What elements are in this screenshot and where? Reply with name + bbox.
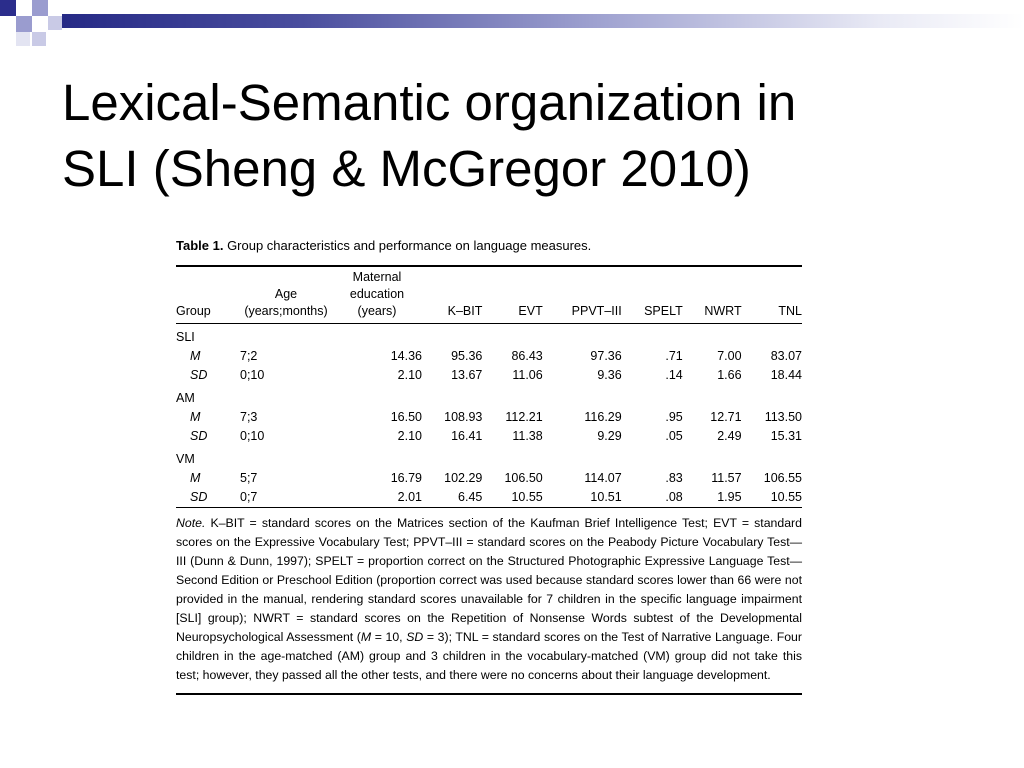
cell-age: 0;10	[240, 368, 265, 382]
cell-kbit: 95.36	[451, 349, 483, 363]
header-group: Group	[176, 304, 211, 318]
table-row	[176, 408, 802, 427]
cell-stat: M	[190, 410, 201, 424]
header-tnl: TNL	[778, 304, 802, 318]
cell-tnl: 15.31	[770, 429, 802, 443]
cell-spelt: .14	[665, 368, 683, 382]
cell-stat: M	[190, 471, 201, 485]
group-row	[176, 385, 802, 408]
cell-age: 0;10	[240, 429, 265, 443]
note-label: Note.	[176, 516, 206, 530]
cell-stat: SD	[190, 429, 208, 443]
results-table	[176, 267, 802, 507]
cell-evt: 86.43	[511, 349, 543, 363]
note-text-3: = 3); TNL = standard scores on the Test of Narrative Language. Four children in the age-matched (AM) group and 3 children in the vocabulary-matched (VM) group did not take this test; however, they passed all the other tests, and there were no concerns about their language development.	[176, 630, 802, 682]
table-note	[176, 514, 802, 685]
header-gradient-bar	[62, 14, 1024, 28]
group-row	[176, 446, 802, 469]
table-header	[176, 267, 802, 328]
table-row	[176, 469, 802, 488]
cell-evt: 10.55	[511, 490, 543, 504]
cell-nwrt: 1.95	[717, 490, 742, 504]
corner-square-dark	[0, 0, 16, 16]
table-bottom-rule	[176, 507, 802, 508]
cell-ppvt: 9.29	[597, 429, 622, 443]
corner-square-pale	[16, 32, 30, 46]
table-row	[176, 427, 802, 446]
cell-stat: SD	[190, 490, 208, 504]
cell-spelt: .05	[665, 429, 683, 443]
header-maternal-education	[332, 267, 422, 324]
cell-evt: 106.50	[504, 471, 543, 485]
table-end-rule	[176, 693, 802, 695]
cell-ppvt: 97.36	[590, 349, 622, 363]
cell-ppvt: 9.36	[597, 368, 622, 382]
header-kbit: K–BIT	[447, 304, 483, 318]
caption-text: Group characteristics and performance on language measures.	[223, 238, 592, 253]
cell-nwrt: 7.00	[717, 349, 742, 363]
header-age-line2: (years;months)	[244, 304, 328, 318]
cell-maternal-education: 2.10	[397, 368, 422, 382]
header-nwrt: NWRT	[704, 304, 742, 318]
table-row	[176, 488, 802, 507]
header-mat-line2: (years)	[357, 304, 397, 318]
cell-spelt: .95	[665, 410, 683, 424]
table-body	[176, 328, 802, 507]
group-name: SLI	[176, 330, 195, 344]
cell-kbit: 6.45	[458, 490, 483, 504]
table-figure	[176, 236, 802, 695]
cell-evt: 112.21	[505, 410, 543, 424]
header-age-line1: Age	[274, 287, 298, 301]
cell-evt: 11.06	[512, 368, 543, 382]
group-name: AM	[176, 391, 195, 405]
cell-kbit: 13.67	[451, 368, 483, 382]
header-spelt: SPELT	[644, 304, 683, 318]
note-text-1: K–BIT = standard scores on the Matrices section of the Kaufman Brief Intelligence Test; EVT = standard scores on the Expressive Vocabulary Test; PPVT–III = standard scores on the Peabody Picture Vocabulary Test—III (Dunn & Dunn, 1997); SPELT = proportion correct on the Structured Photographic Expressive Language Test—Second Edition or Preschool Edition (proportion correct was used because standard scores lower than 66 were not provided in the manual, rendering standard scores unavailable for 7 children in the specific language impairment [SLI] group); NWRT = standard scores on the Repetition of Nonsense Words subtest of the Developmental Neuropsychological Assessment (	[176, 516, 802, 644]
cell-maternal-education: 16.50	[390, 410, 422, 424]
cell-kbit: 102.29	[444, 471, 483, 485]
cell-tnl: 113.50	[764, 410, 802, 424]
note-m-label: M	[360, 630, 372, 644]
cell-tnl: 18.44	[770, 368, 802, 382]
cell-age: 7;3	[240, 410, 258, 424]
cell-maternal-education: 14.36	[390, 349, 422, 363]
cell-kbit: 108.93	[444, 410, 483, 424]
cell-evt: 11.38	[512, 429, 543, 443]
group-row	[176, 328, 802, 347]
cell-kbit: 16.41	[451, 429, 483, 443]
group-name: VM	[176, 452, 195, 466]
corner-square-mid	[32, 0, 48, 16]
corner-square-mid	[16, 16, 32, 32]
cell-age: 7;2	[240, 349, 258, 363]
corner-square-light	[32, 32, 46, 46]
cell-spelt: .71	[665, 349, 683, 363]
cell-maternal-education: 2.01	[397, 490, 422, 504]
table-row	[176, 347, 802, 366]
cell-tnl: 10.55	[770, 490, 802, 504]
cell-maternal-education: 16.79	[390, 471, 422, 485]
cell-ppvt: 116.29	[584, 410, 622, 424]
table-caption	[176, 236, 802, 255]
cell-spelt: .08	[665, 490, 683, 504]
note-sd-label: SD	[406, 630, 424, 644]
cell-spelt: .83	[665, 471, 683, 485]
slide-title: Lexical-Semantic organization in SLI (Sheng & McGregor 2010)	[62, 74, 797, 197]
header-ppvt: PPVT–III	[571, 304, 622, 318]
cell-ppvt: 114.07	[584, 471, 622, 485]
table-row	[176, 366, 802, 385]
cell-tnl: 106.55	[763, 471, 802, 485]
cell-nwrt: 2.49	[717, 429, 742, 443]
cell-age: 0;7	[240, 490, 258, 504]
header-evt: EVT	[518, 304, 543, 318]
caption-label: Table 1.	[176, 238, 224, 253]
cell-age: 5;7	[240, 471, 258, 485]
header-row	[176, 267, 802, 324]
cell-nwrt: 11.57	[711, 471, 742, 485]
corner-square-light	[48, 16, 62, 30]
cell-stat: M	[190, 349, 201, 363]
cell-nwrt: 1.66	[717, 368, 742, 382]
cell-stat: SD	[190, 368, 208, 382]
header-age	[240, 267, 332, 324]
cell-nwrt: 12.71	[710, 410, 742, 424]
cell-maternal-education: 2.10	[397, 429, 422, 443]
cell-ppvt: 10.51	[590, 490, 622, 504]
note-text-2: = 10,	[371, 630, 407, 644]
cell-tnl: 83.07	[770, 349, 802, 363]
header-mat-line1: Maternal education	[349, 270, 405, 301]
